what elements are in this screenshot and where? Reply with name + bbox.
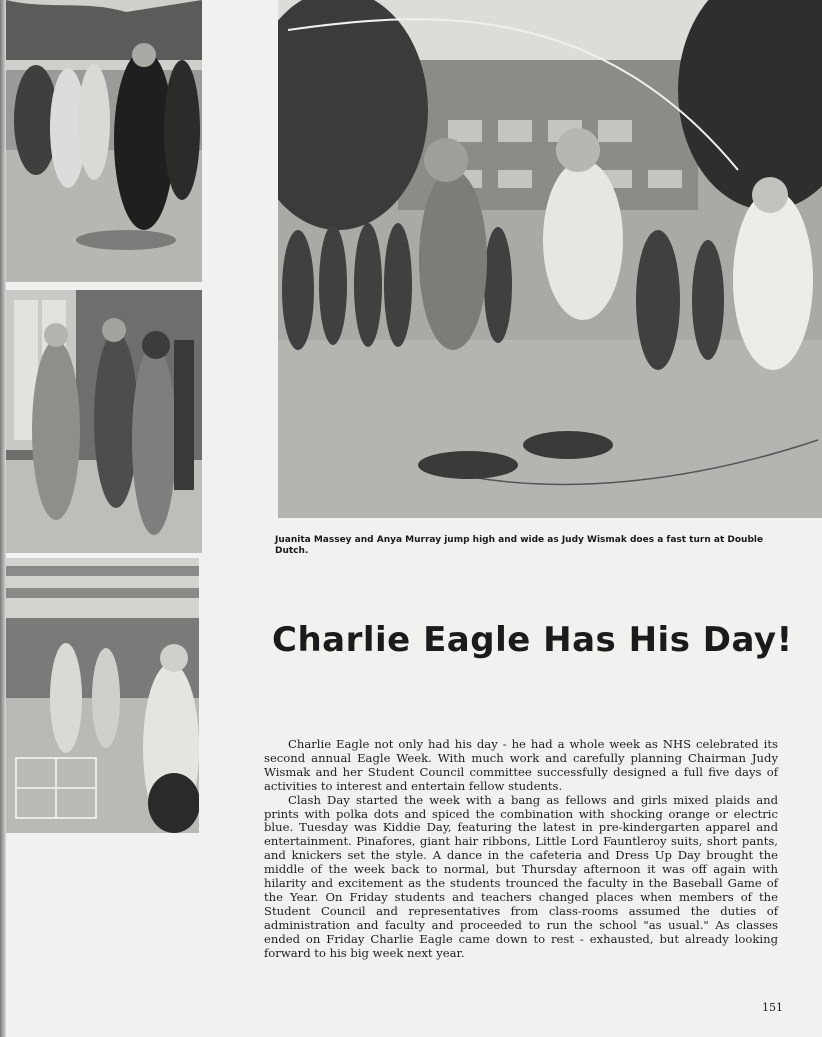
article-paragraph: Clash Day started the week with a bang as fellows and girls mixed plaids and prints with polka dots and spiced the combination with shocking orange or electric blue. Tuesday was Kiddie Day, featuring the latest in pre-kindergarten apparel and entertainment. Pinafores, giant hair ribbons, Little Lord Fauntleroy suits, short pants, and knickers set the style. A dance in the cafeteria and Dress Up Day brought the middle of the week back to normal, but Thursday afternoon it was off again with hilarity and excitement as the students trounced the faculty in the Baseball Game of the Year. On Friday students and teachers changed places when members of the Student Council and representatives from class-rooms assumed the duties of administration and faculty and proceeded to run the school "as usual." As classes ended on Friday Charlie Eagle came down to rest - exhausted, but already looking forward to his big week next year. <box>264 792 778 960</box>
article-body <box>264 738 778 961</box>
photo-caption: Juanita Massey and Anya Murray jump high and wide as Judy Wismak does a fast turn at Double Dutch. <box>275 535 764 556</box>
photo-students-hallway <box>6 0 202 282</box>
photo-hopscotch <box>6 558 199 833</box>
photo-double-dutch-jump-rope <box>278 0 822 518</box>
article-paragraph: Charlie Eagle not only had his day - he had a whole week as NHS celebrated its second annual Eagle Week. With much work and carefully planning Chairman Judy Wismak and her Student Council committee successfully designed a full five days of activities to interest and entertain fellow students. <box>264 737 778 793</box>
photo-students-doorway <box>6 290 202 553</box>
page-number: 151 <box>762 1001 783 1014</box>
page-title: Charlie Eagle Has His Day! <box>272 620 793 660</box>
